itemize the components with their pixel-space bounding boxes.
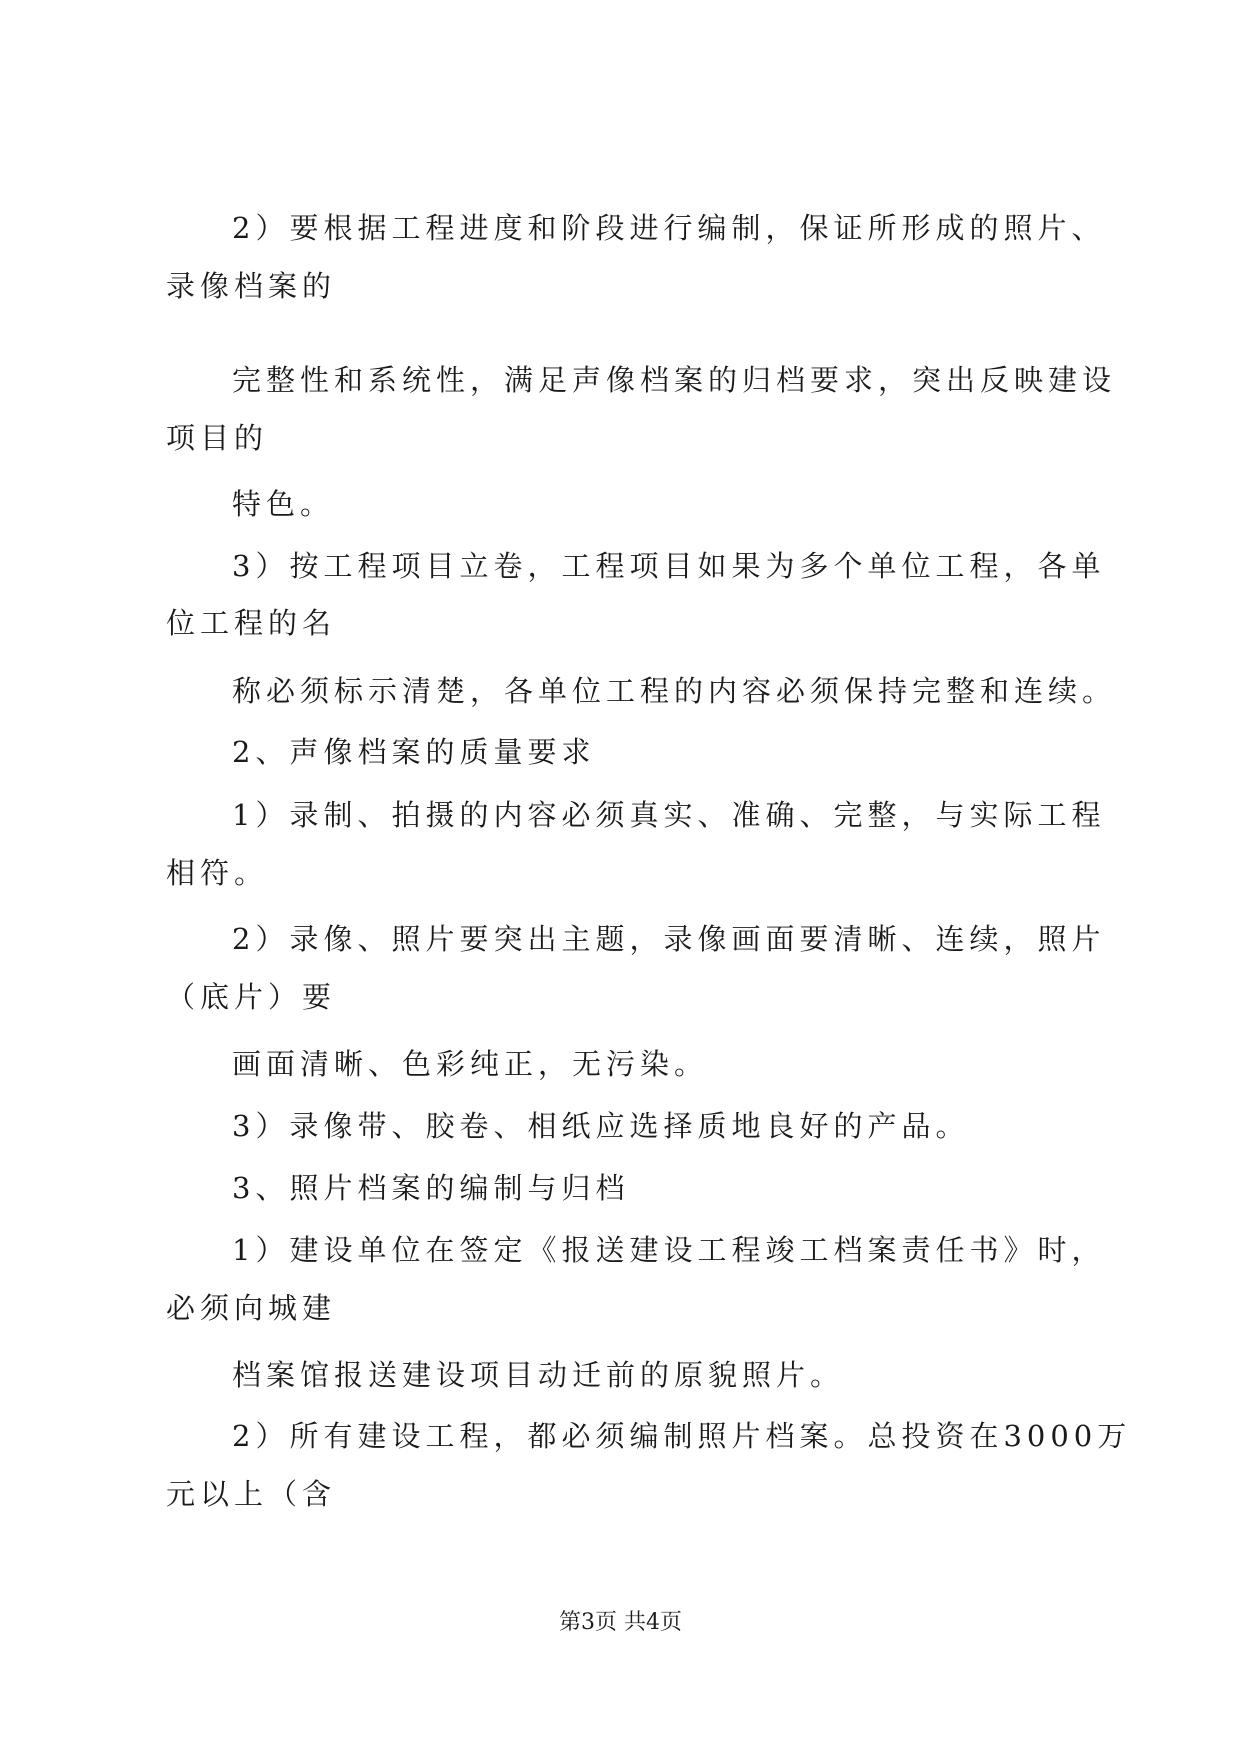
text-line: 2）要根据工程进度和阶段进行编制，保证所形成的照片、 (232, 211, 1106, 245)
text-line: 1）建设单位在签定《报送建设工程竣工档案责任书》时， (232, 1233, 1106, 1267)
text-line: 完整性和系统性，满足声像档案的归档要求，突出反映建设 (232, 363, 1117, 397)
text-line: 必须向城建 (166, 1291, 337, 1325)
text-line: 3）按工程项目立卷，工程项目如果为多个单位工程，各单 (232, 549, 1106, 583)
text-line: 1）录制、拍摄的内容必须真实、准确、完整，与实际工程 (232, 798, 1106, 832)
text-line: 2）所有建设工程，都必须编制照片档案。总投资在3000万 (232, 1419, 1132, 1453)
text-line: 画面清晰、色彩纯正，无污染。 (232, 1047, 709, 1081)
text-line: （底片）要 (166, 980, 337, 1014)
text-line: 2）录像、照片要突出主题，录像画面要清晰、连续，照片 (232, 922, 1106, 956)
text-line: 特色。 (232, 487, 335, 521)
text-line: 录像档案的 (166, 269, 337, 303)
text-line: 称必须标示清楚，各单位工程的内容必须保持完整和连续。 (232, 674, 1117, 708)
text-line: 档案馆报送建设项目动迁前的原貌照片。 (232, 1358, 845, 1392)
text-line: 项目的 (166, 421, 269, 455)
text-line: 3）录像带、胶卷、相纸应选择质地良好的产品。 (232, 1109, 970, 1143)
section-heading: 2、声像档案的质量要求 (232, 735, 596, 769)
text-line: 相符。 (166, 856, 269, 890)
text-line: 元以上（含 (166, 1477, 337, 1511)
section-heading: 3、照片档案的编制与归档 (232, 1171, 630, 1205)
text-line: 位工程的名 (166, 606, 337, 640)
page-footer: 第3页 共4页 (559, 1610, 682, 1635)
